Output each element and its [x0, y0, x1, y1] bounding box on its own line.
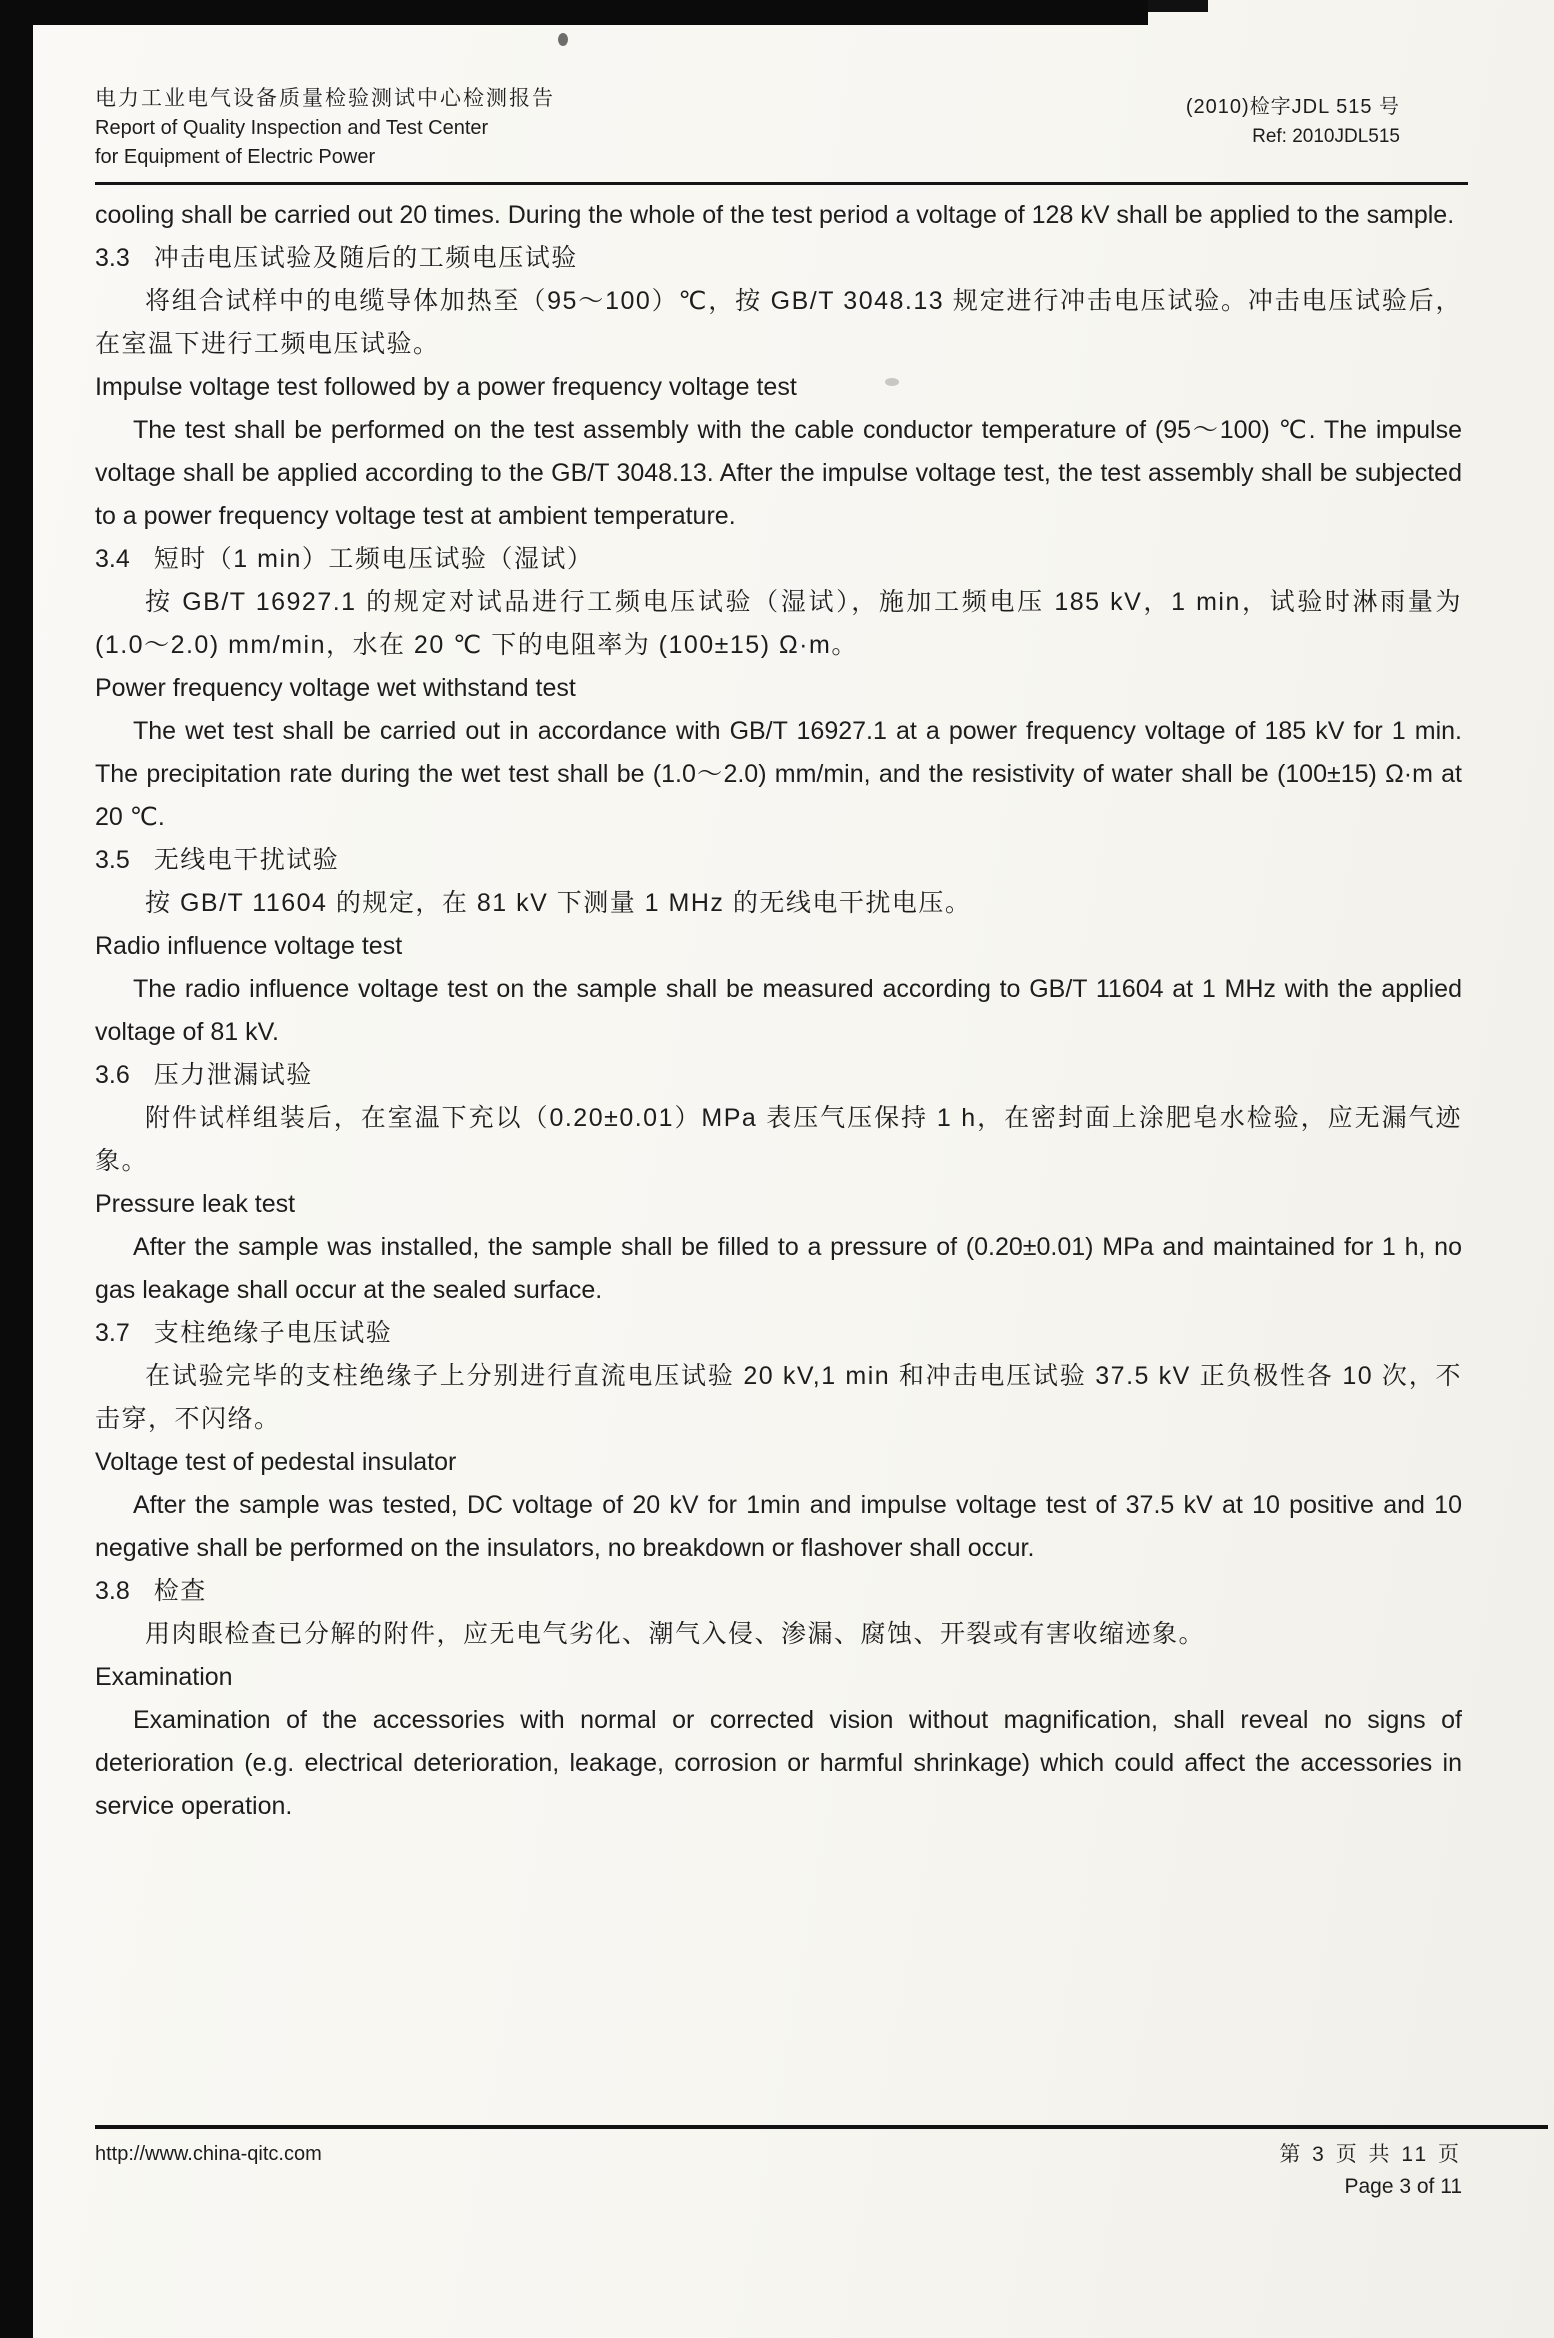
section-heading-zh — [95, 237, 1462, 280]
footer-page-number-zh: 第 3 页 共 11 页 — [1279, 2143, 1462, 2166]
section-3-7 — [95, 1312, 1462, 1570]
footer-page-block — [1279, 2139, 1462, 2203]
section-title-zh: 压力泄漏试验 — [153, 1061, 313, 1089]
section-3-5 — [95, 839, 1462, 1054]
report-ref-en: Ref: 2010JDL515 — [1252, 126, 1400, 147]
section-title-en: Examination — [95, 1663, 233, 1691]
section-3-3 — [95, 237, 1462, 538]
section-title-zh: 支柱绝缘子电压试验 — [153, 1319, 393, 1347]
footer-page-number-en: Page 3 of 11 — [1344, 2175, 1462, 2198]
section-heading-zh — [95, 839, 1462, 882]
section-number: 3.3 — [95, 244, 130, 272]
org-title-block — [95, 84, 555, 172]
section-title-en: Voltage test of pedestal insulator — [95, 1448, 457, 1476]
section-title-en: Radio influence voltage test — [95, 932, 403, 960]
section-body-en: The radio influence voltage test on the sample shall be measured according to GB/T 11604 at 1 MHz with the applied voltage of 81 kV. — [95, 975, 1462, 1046]
footer-url: http://www.china-qitc.com — [95, 2143, 322, 2165]
section-body-en: After the sample was tested, DC voltage of 20 kV for 1min and impulse voltage test of 37.5 kV at 10 positive and 10 negative shall be performed on the insulators, no breakdown or flashover shall occur. — [95, 1491, 1462, 1562]
org-title-en-line1: Report of Quality Inspection and Test Center — [95, 117, 489, 139]
page-footer — [95, 2125, 1548, 2203]
section-body-zh: 在试验完毕的支柱绝缘子上分别进行直流电压试验 20 kV,1 min 和冲击电压试验 37.5 kV 正负极性各 10 次，不击穿，不闪络。 — [95, 1362, 1462, 1433]
section-title-en: Pressure leak test — [95, 1190, 296, 1218]
section-body-en: After the sample was installed, the sample shall be filled to a pressure of (0.20±0.01) MPa and maintained for 1 h, no gas leakage shall occur at the sealed surface. — [95, 1233, 1462, 1304]
section-body-en: The wet test shall be carried out in accordance with GB/T 16927.1 at a power frequency voltage of 185 kV for 1 min. The precipitation rate during the wet test shall be (1.0～2.0) mm/min, and the resistivity of water shall be (100±15) Ω·m at 20 ℃. — [95, 717, 1462, 831]
report-ref-block — [1186, 84, 1400, 152]
section-body-zh: 附件试样组装后，在室温下充以（0.20±0.01）MPa 表压气压保持 1 h，在密封面上涂肥皂水检验，应无漏气迹象。 — [95, 1104, 1462, 1175]
section-body-zh: 用肉眼检查已分解的附件，应无电气劣化、潮气入侵、渗漏、腐蚀、开裂或有害收缩迹象。 — [145, 1620, 1206, 1648]
section-3-6 — [95, 1054, 1462, 1312]
section-title-zh: 短时（1 min）工频电压试验（湿试） — [153, 545, 594, 573]
section-body-en: The test shall be performed on the test assembly with the cable conductor temperature of (95～100) ℃. The impulse voltage shall be applied according to the GB/T 3048.13. After the impulse voltage test, the test assembly shall be subjected to a power frequency voltage test at ambient temperature. — [95, 416, 1462, 530]
section-title-en: Impulse voltage test followed by a power frequency voltage test — [95, 373, 797, 401]
org-title-en-line2: for Equipment of Electric Power — [95, 146, 376, 168]
section-number: 3.8 — [95, 1577, 130, 1605]
section-title-en: Power frequency voltage wet withstand test — [95, 674, 576, 702]
report-ref-zh: (2010)检字JDL 515 号 — [1185, 96, 1400, 118]
org-title-zh: 电力工业电气设备质量检验测试中心检测报告 — [95, 87, 555, 110]
section-heading-zh — [95, 1054, 1462, 1097]
paragraph-continuation: cooling shall be carried out 20 times. During the whole of the test period a voltage of 128 kV shall be applied to the sample. — [95, 201, 1455, 229]
document-body — [95, 185, 1462, 1828]
section-body-zh: 将组合试样中的电缆导体加热至（95～100）℃，按 GB/T 3048.13 规定进行冲击电压试验。冲击电压试验后，在室温下进行工频电压试验。 — [95, 287, 1462, 358]
section-heading-zh — [95, 1312, 1462, 1355]
section-title-zh: 无线电干扰试验 — [153, 846, 340, 874]
section-number: 3.6 — [95, 1061, 130, 1089]
section-title-zh: 检查 — [153, 1577, 207, 1605]
section-number: 3.7 — [95, 1319, 130, 1347]
section-heading-zh — [95, 538, 1462, 581]
section-number: 3.4 — [95, 545, 130, 573]
section-body-zh: 按 GB/T 16927.1 的规定对试品进行工频电压试验（湿试），施加工频电压 185 kV，1 min，试验时淋雨量为 (1.0～2.0) mm/min，水在 20 ℃ 下的电阻率为 (100±15) Ω·m。 — [95, 588, 1462, 659]
section-heading-zh — [95, 1570, 1462, 1613]
report-header — [95, 0, 1462, 172]
section-3-8 — [95, 1570, 1462, 1828]
section-title-zh: 冲击电压试验及随后的工频电压试验 — [153, 244, 578, 272]
section-body-zh: 按 GB/T 11604 的规定，在 81 kV 下测量 1 MHz 的无线电干扰电压。 — [145, 889, 972, 917]
section-number: 3.5 — [95, 846, 130, 874]
section-body-en: Examination of the accessories with normal or corrected vision without magnification, shall reveal no signs of deterioration (e.g. electrical deterioration, leakage, corrosion or harmful shrinkage) which could affect the accessories in service operation. — [95, 1706, 1462, 1820]
scan-artifact-left-bar — [0, 0, 33, 2338]
section-3-4 — [95, 538, 1462, 839]
